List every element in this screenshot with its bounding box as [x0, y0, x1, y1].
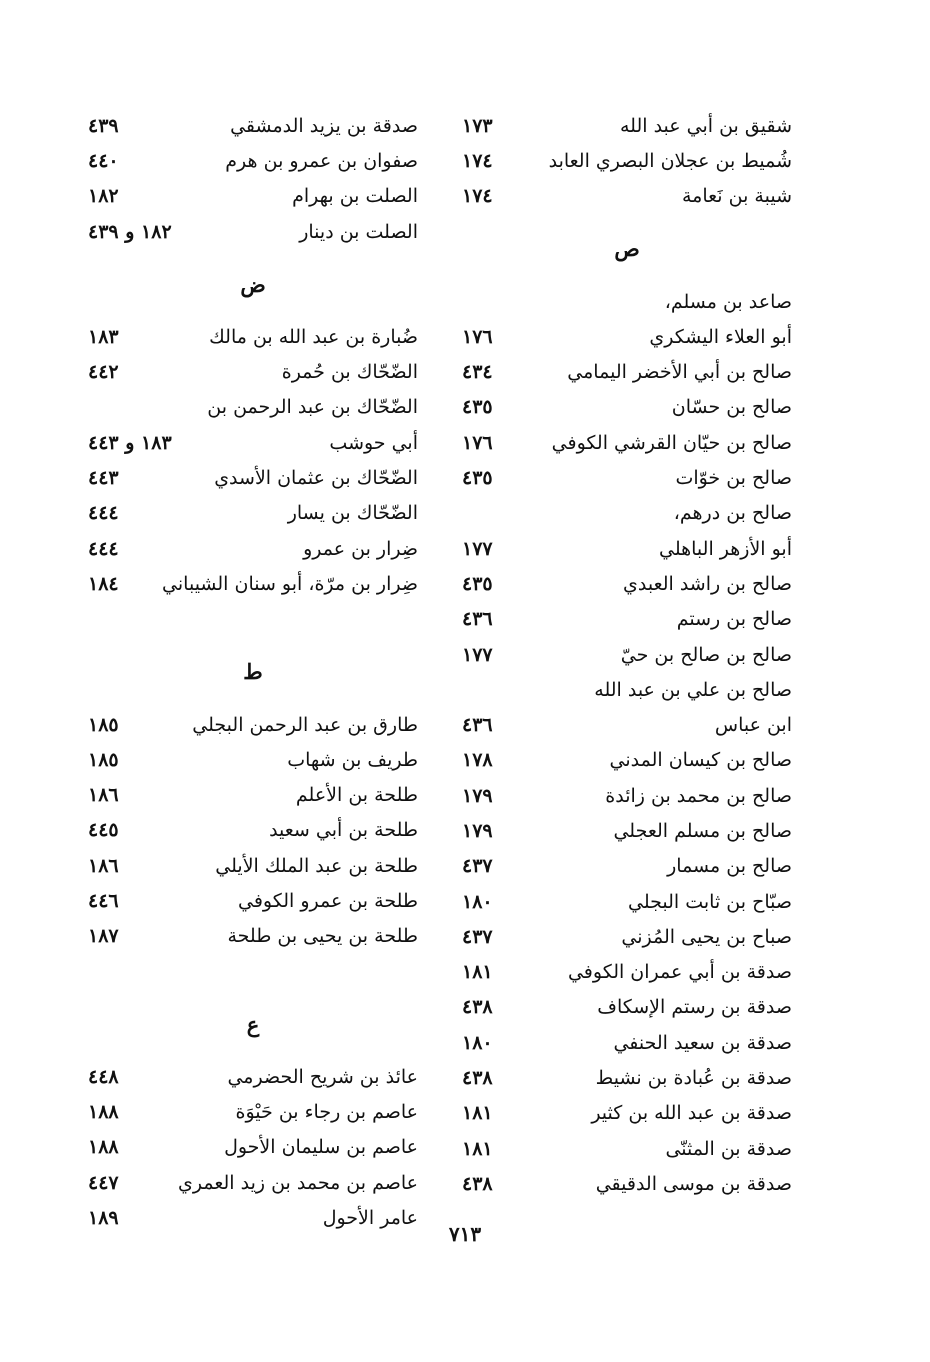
entry-name: أبي حوشب	[329, 431, 418, 454]
entry-name: صباح بن يحيى المُزني	[621, 925, 792, 948]
entry-page-ref: ٤٤٧	[88, 1171, 119, 1194]
entry-name: عاصم بن محمد بن زيد العمري	[177, 1171, 418, 1194]
index-entry	[462, 354, 792, 389]
entry-page-ref: ٤٤٢	[88, 361, 119, 384]
index-entry	[462, 849, 792, 884]
entry-page-ref: ١٨١	[462, 1102, 493, 1125]
index-entry	[462, 707, 792, 742]
entry-name: طلحة بن أبي سعيد	[269, 819, 418, 842]
entry-page-ref: ١٧٣	[462, 114, 493, 137]
index-entry	[88, 1095, 418, 1130]
entry-page-ref: ١٨٠	[462, 1031, 493, 1054]
index-entry	[88, 319, 418, 354]
entry-page-ref: ١٧٤	[462, 149, 493, 172]
entry-page-ref: ١٨٥	[88, 748, 119, 771]
entry-name: صدقة بن يزيد الدمشقي	[230, 114, 418, 137]
entry-page-ref: ١٨٥	[88, 713, 119, 736]
index-column-left	[88, 108, 418, 1236]
entry-name: الضّحّاك بن حُمرة	[281, 361, 418, 384]
index-entry	[462, 460, 792, 495]
index-entry	[462, 179, 792, 214]
entry-page-ref: ١٧٩	[462, 819, 493, 842]
index-entry	[88, 143, 418, 178]
entry-page-ref: ١٨٦	[88, 784, 119, 807]
entry-name: صدقة بن موسى الدقيقي	[595, 1172, 792, 1195]
index-entry	[462, 390, 792, 425]
entry-page-ref: ١٨٢	[88, 185, 119, 208]
entry-page-ref: ٤٤٦	[88, 889, 119, 912]
index-entry	[462, 284, 792, 319]
index-entry	[462, 919, 792, 954]
entry-name: الصلت بن بهرام	[292, 185, 418, 208]
index-entry	[462, 602, 792, 637]
index-entry	[88, 1059, 418, 1094]
index-entry	[88, 848, 418, 883]
entry-page-ref: ٤٤٣	[88, 467, 119, 490]
entry-name: ضُبارة بن عبد الله بن مالك	[209, 325, 418, 348]
index-entry	[88, 742, 418, 777]
entry-name: صدقة بن سعيد الحنفي	[613, 1031, 792, 1054]
entry-page-ref: ٤٤٤	[88, 537, 119, 560]
entry-name: الضّحّاك بن يسار	[287, 502, 418, 525]
entry-name: أبو الأزهر الباهلي	[659, 537, 792, 560]
entry-page-ref: ١٧٨	[462, 749, 493, 772]
entry-name: ضِرار بن مرّة، أبو سنان الشيباني	[162, 572, 418, 595]
index-entry	[88, 919, 418, 954]
entry-page-ref: ٤٣٥	[462, 467, 493, 490]
entry-page-ref: ١٧٩	[462, 784, 493, 807]
index-entry	[462, 743, 792, 778]
index-entry	[88, 214, 418, 249]
entry-name: صدقة بن عُبادة بن نشيط	[595, 1067, 792, 1090]
index-entry	[462, 108, 792, 143]
entry-name: عاصم بن سليمان الأحول	[224, 1136, 418, 1159]
entry-name: صالح بن كيسان المدني	[609, 749, 792, 772]
index-entry	[462, 672, 792, 707]
index-entry	[88, 566, 418, 601]
entry-page-ref: ١٨١	[462, 961, 493, 984]
entry-name: صبّاح بن ثابت البجلي	[627, 890, 792, 913]
spacer	[88, 602, 418, 637]
index-entry	[462, 990, 792, 1025]
index-entry	[462, 531, 792, 566]
index-entry	[88, 425, 418, 460]
entry-group	[88, 108, 418, 249]
entry-name: الضّحّاك بن عثمان الأسدي	[214, 467, 418, 490]
entry-name: صالح بن مسمار	[667, 855, 792, 878]
index-entry	[462, 778, 792, 813]
index-column-right	[462, 108, 792, 1202]
page-number: ٧١٣	[448, 1222, 482, 1246]
entry-page-ref: ١٨٣	[88, 325, 119, 348]
entry-name: صالح بن درهم،	[673, 502, 792, 525]
entry-name: صدقة بن رستم الإسكاف	[597, 996, 792, 1019]
entry-page-ref: ١٧٤	[462, 185, 493, 208]
entry-name: صدقة بن أبي عمران الكوفي	[567, 961, 792, 984]
index-entry	[462, 955, 792, 990]
entry-page-ref: ٤٤٠	[88, 149, 119, 172]
index-entry	[462, 425, 792, 460]
entry-group	[88, 319, 418, 601]
entry-page-ref: ١٧٦	[462, 325, 493, 348]
entry-page-ref: ١٨٢ و ٤٣٩	[88, 220, 172, 243]
entry-name: شُميط بن عجلان البصري العابد	[548, 149, 792, 172]
entry-name: صالح بن راشد العبدي	[622, 572, 792, 595]
entry-name: صاعد بن مسلم،	[664, 290, 792, 313]
entry-page-ref: ١٨٨	[88, 1101, 119, 1124]
section-letter-ain: ع	[246, 1011, 260, 1037]
entry-name: عاصم بن رجاء بن حَيْوَة	[235, 1101, 418, 1124]
entry-page-ref: ٤٣٥	[462, 572, 493, 595]
entry-name: ضِرار بن عمرو	[303, 537, 418, 560]
entry-page-ref: ١٧٧	[462, 537, 493, 560]
index-entry	[462, 1025, 792, 1060]
entry-page-ref: ١٨٤	[88, 572, 119, 595]
entry-name: طلحة بن الأعلم	[295, 784, 418, 807]
entry-page-ref: ٤٣٦	[462, 714, 493, 737]
entry-page-ref: ١٨٨	[88, 1136, 119, 1159]
entry-page-ref: ٤٣٨	[462, 1172, 493, 1195]
entry-name: طارق بن عبد الرحمن البجلي	[192, 713, 418, 736]
entry-page-ref: ٤٤٤	[88, 502, 119, 525]
entry-page-ref: ٤٣٧	[462, 925, 493, 948]
entry-page-ref: ٤٣٩	[88, 114, 119, 137]
entry-group	[462, 108, 792, 214]
entry-group	[88, 1059, 418, 1235]
entry-name: صالح بن رستم	[676, 608, 792, 631]
entry-name: شيبة بن نَعامة	[681, 185, 792, 208]
index-entry	[88, 531, 418, 566]
entry-name: طلحة بن يحيى بن طلحة	[227, 925, 418, 948]
spacer	[88, 954, 418, 989]
entry-name: أبو العلاء اليشكري	[649, 325, 792, 348]
entry-name: صالح بن حسّان	[671, 396, 792, 419]
index-entry	[88, 460, 418, 495]
index-entry	[462, 319, 792, 354]
index-entry	[88, 108, 418, 143]
index-entry	[462, 637, 792, 672]
index-entry	[88, 707, 418, 742]
entry-name: طلحة بن عبد الملك الأيلي	[215, 854, 418, 877]
entry-name: صدقة بن المثنّى	[665, 1137, 792, 1160]
index-entry	[462, 1166, 792, 1201]
entry-name: صدقة بن عبد الله بن كثير	[591, 1102, 792, 1125]
entry-name: صالح بن علي بن عبد الله	[594, 678, 792, 701]
entry-name: صالح بن أبي الأخضر اليمامي	[567, 361, 792, 384]
section-letter-sad: ص	[614, 236, 640, 262]
entry-name: عائذ بن شريح الحضرمي	[227, 1065, 418, 1088]
entry-group	[88, 707, 418, 954]
entry-name: صفوان بن عمرو بن هرم	[225, 149, 418, 172]
index-entry	[462, 1060, 792, 1095]
index-entry	[462, 496, 792, 531]
entry-group	[462, 284, 792, 1202]
index-entry	[88, 1130, 418, 1165]
entry-page-ref: ٤٣٨	[462, 1067, 493, 1090]
index-entry	[88, 1165, 418, 1200]
index-entry	[88, 883, 418, 918]
index-entry	[462, 1096, 792, 1131]
entry-page-ref: ١٨١	[462, 1137, 493, 1160]
section-letter-ta: ط	[243, 659, 263, 685]
entry-page-ref: ١٧٧	[462, 643, 493, 666]
index-entry	[88, 179, 418, 214]
index-entry	[462, 813, 792, 848]
entry-name: عامر الأحول	[322, 1207, 418, 1230]
entry-page-ref: ١٧٦	[462, 431, 493, 454]
entry-page-ref: ١٨٩	[88, 1207, 119, 1230]
index-entry	[462, 884, 792, 919]
section-letter-dad: ض	[240, 271, 266, 297]
index-entry	[462, 566, 792, 601]
entry-page-ref: ٤٤٨	[88, 1065, 119, 1088]
entry-name: الضّحّاك بن عبد الرحمن بن	[207, 396, 418, 419]
entry-name: الصلت بن دينار	[299, 220, 418, 243]
index-entry	[88, 813, 418, 848]
entry-name: شقيق بن أبي عبد الله	[619, 114, 792, 137]
entry-page-ref: ١٨٧	[88, 925, 119, 948]
index-entry	[88, 354, 418, 389]
entry-page-ref: ١٨٦	[88, 854, 119, 877]
entry-name: صالح بن حيّان القرشي الكوفي	[551, 431, 792, 454]
entry-page-ref: ٤٣٨	[462, 996, 493, 1019]
index-entry	[88, 390, 418, 425]
entry-name: صالح بن خوّات	[675, 467, 792, 490]
index-entry	[88, 496, 418, 531]
entry-name: صالح بن صالح بن حيّ	[620, 643, 792, 666]
entry-name: صالح بن مسلم العجلي	[613, 819, 792, 842]
entry-name: صالح بن محمد بن زائدة	[605, 784, 792, 807]
entry-page-ref: ٤٣٥	[462, 396, 493, 419]
index-entry	[88, 777, 418, 812]
entry-page-ref: ٤٣٧	[462, 855, 493, 878]
entry-page-ref: ٤٣٤	[462, 361, 493, 384]
entry-name: طريف بن شهاب	[287, 748, 418, 771]
entry-name: طلحة بن عمرو الكوفي	[237, 889, 418, 912]
entry-page-ref: ٤٤٥	[88, 819, 119, 842]
entry-page-ref: ١٨٠	[462, 890, 493, 913]
entry-page-ref: ١٨٣ و ٤٤٣	[88, 431, 172, 454]
index-entry	[462, 143, 792, 178]
entry-name: ابن عباس	[714, 714, 792, 737]
index-entry	[462, 1131, 792, 1166]
entry-page-ref: ٤٣٦	[462, 608, 493, 631]
